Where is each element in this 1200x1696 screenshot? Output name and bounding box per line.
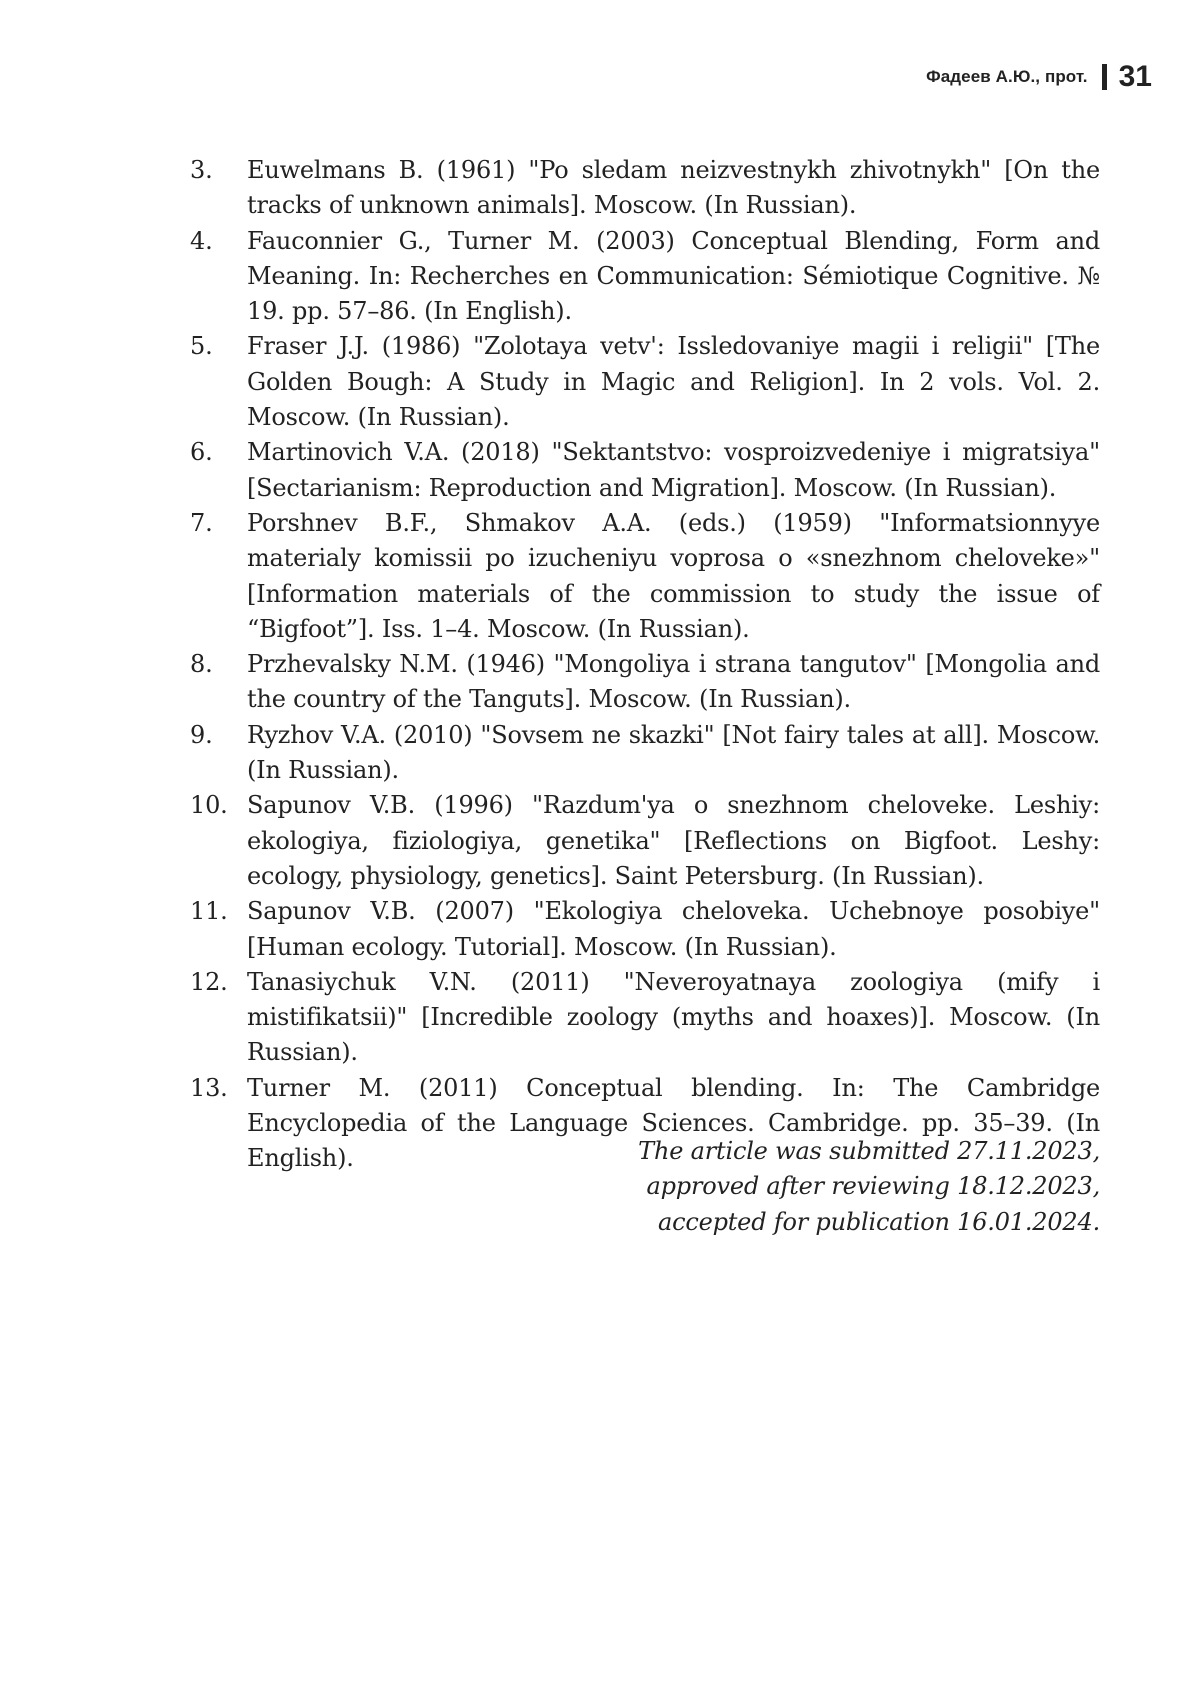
reference-number: 8.	[190, 650, 213, 679]
article-dates	[400, 1134, 1100, 1240]
reference-text: Euwelmans B. (1961) "Po sledam neizvestnykh zhivotnykh" [On the tracks of unknown animals]. Moscow. (In Russian).	[247, 156, 1100, 220]
reference-number: 7.	[190, 508, 213, 537]
running-author: Фадеев А.Ю., прот.	[926, 67, 1088, 86]
reference-text: Przhevalsky N.M. (1946) "Mongoliya i strana tangutov" [Mongolia and the country of the Tanguts]. Moscow. (In Russian).	[247, 650, 1100, 714]
reference-item	[190, 788, 1100, 894]
header-divider-bar	[1102, 64, 1107, 90]
reference-number: 9.	[190, 720, 213, 749]
running-header	[926, 62, 1152, 92]
reference-number: 10.	[190, 791, 228, 820]
reference-number: 5.	[190, 332, 213, 361]
reference-item	[190, 647, 1100, 718]
reference-number: 13.	[190, 1073, 228, 1102]
reference-text: Porshnev B.F., Shmakov A.A. (eds.) (1959) "Informatsionnyye materialy komissii po izucheniyu voprosa o «snezhnom cheloveke»" [Information materials of the commission to study the issue of “Bigfoot”]. Iss. 1–4. Moscow. (In Russian).	[247, 508, 1100, 643]
reference-text: Sapunov V.B. (1996) "Razdum'ya o snezhnom cheloveke. Leshiy: ekologiya, fiziologiya, genetika" [Reflections on Bigfoot. Leshy: ecology, physiology, genetics]. Saint Petersburg. (In Russian).	[247, 791, 1100, 890]
reference-item	[190, 224, 1100, 330]
reference-item	[190, 718, 1100, 789]
reference-item	[190, 153, 1100, 224]
reference-item	[190, 894, 1100, 965]
reference-text: Fauconnier G., Turner M. (2003) Conceptual Blending, Form and Meaning. In: Recherches en Communication: Sémiotique Cognitive. № 19. pp. 57–86. (In English).	[247, 226, 1100, 326]
reference-number: 6.	[190, 438, 213, 467]
reference-text: Turner M. (2011) Conceptual blending. In: The Cambridge Encyclopedia of the Language Sciences. Cambridge. pp. 35–39. (In English).	[247, 1073, 1100, 1173]
reference-item	[190, 329, 1100, 435]
reference-number: 3.	[190, 156, 213, 184]
reference-item	[190, 965, 1100, 1071]
accepted-date: accepted for publication 16.01.2024.	[657, 1207, 1100, 1236]
reference-text: Sapunov V.B. (2007) "Ekologiya cheloveka. Uchebnoye posobiye" [Human ecology. Tutorial]. Moscow. (In Russian).	[247, 897, 1100, 961]
page-number: 31	[1118, 60, 1152, 93]
reference-item	[190, 506, 1100, 647]
reference-number: 4.	[190, 226, 213, 255]
reference-item	[190, 435, 1100, 506]
reference-number: 11.	[190, 897, 228, 926]
reference-text: Tanasiychuk V.N. (2011) "Neveroyatnaya zoologiya (mify i mistifikatsii)" [Incredible zoology (myths and hoaxes)]. Moscow. (In Russian).	[247, 967, 1100, 1067]
reference-text: Martinovich V.A. (2018) "Sektantstvo: vosproizvedeniye i migratsiya" [Sectarianism: Reproduction and Migration]. Moscow. (In Russian).	[247, 438, 1100, 502]
reference-text: Ryzhov V.A. (2010) "Sovsem ne skazki" [Not fairy tales at all]. Moscow. (In Russian).	[247, 720, 1100, 785]
reference-text: Fraser J.J. (1986) "Zolotaya vetv': Issledovaniye magii i religii" [The Golden Bough: A Study in Magic and Religion]. In 2 vols. Vol. 2. Moscow. (In Russian).	[247, 332, 1100, 432]
submitted-date: The article was submitted 27.11.2023,	[638, 1137, 1100, 1165]
reference-list	[190, 153, 1100, 1177]
reference-number: 12.	[190, 967, 228, 996]
approved-date: approved after reviewing 18.12.2023,	[646, 1172, 1100, 1201]
